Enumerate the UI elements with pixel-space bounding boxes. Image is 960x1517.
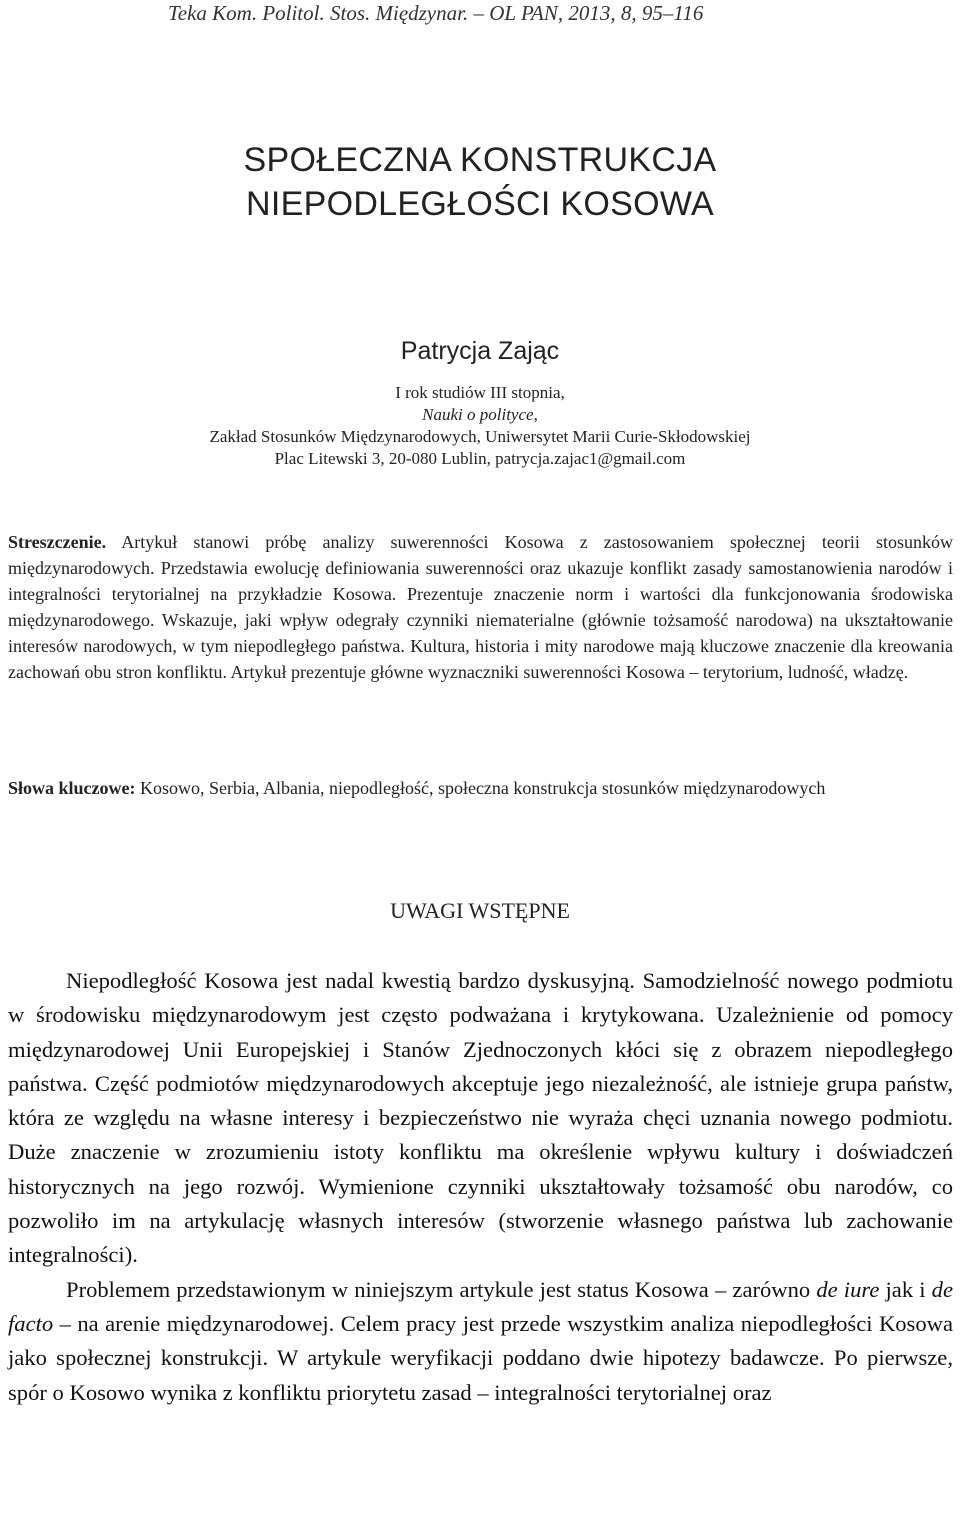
term-de-facto: de facto	[8, 1276, 953, 1336]
keywords-text: Kosowo, Serbia, Albania, niepodległość, społeczna konstrukcja stosunków międzynarodowych	[135, 778, 826, 798]
title-line-1: SPOŁECZNA KONSTRUKCJA	[243, 141, 717, 179]
article-body	[8, 964, 953, 1410]
paragraph-2-part-b: jak i	[879, 1276, 932, 1302]
paragraph-2-part-a: Problemem przedstawionym w niniejszym artykule jest status Kosowa – zarówno	[66, 1276, 817, 1302]
affiliation-line-1	[0, 382, 960, 426]
term-de-iure: de iure	[816, 1276, 880, 1302]
journal-header	[168, 0, 703, 26]
affiliation-degree: I rok studiów III stopnia,	[395, 383, 565, 402]
affiliation-field: Nauki o polityce,	[422, 405, 538, 424]
journal-citation: Teka Kom. Politol. Stos. Międzynar. – OL PAN, 2013, 8, 95–116	[168, 1, 704, 25]
body-paragraph-1: Niepodległość Kosowa jest nadal kwestią bardzo dyskusyjną. Samodzielność nowego podmiotu w środowisku międzynarodowym jest często podważana i krytykowana. Uzależnienie od pomocy międzynarodowej Unii Europejskiej i Stanów Zjednoczonych kłóci się z obrazem niepodległego państwa. Część podmiotów międzynarodowych akceptuje jego niezależność, ale istnieje grupa państw, która ze względu na własne interesy i bezpieczeństwo nie wyraża chęci uznania nowego podmiotu. Duże znaczenie w zrozumieniu istoty konfliktu ma określenie wpływu kultury i doświadczeń historycznych na jego rozwój. Wymienione czynniki ukształtowały tożsamość obu narodów, co pozwoliło im na artykulację własnych interesów (stworzenie własnego państwa lub zachowanie integralności).	[8, 968, 953, 1268]
abstract-label: Streszczenie.	[8, 532, 107, 552]
title-line-2: NIEPODLEGŁOŚCI KOSOWA	[246, 185, 714, 223]
body-paragraph-2	[8, 1273, 953, 1410]
affiliation-line-2: Zakład Stosunków Międzynarodowych, Uniwersytet Marii Curie-Skłodowskiej	[209, 427, 751, 446]
author-name: Patrycja Zając	[400, 337, 560, 365]
author-affiliation	[0, 382, 960, 470]
paragraph-2-part-c: – na arenie międzynarodowej. Celem pracy jest przede wszystkim analiza niepodległości Kosowa jako społecznej konstrukcji. W artykule weryfikacji poddano dwie hipotezy badawcze. Po pierwsze, spór o Kosowo wynika z konfliktu priorytetu zasad – integralności terytorialnej oraz	[8, 1310, 953, 1405]
keywords-label: Słowa kluczowe:	[8, 778, 136, 798]
abstract-text: Artykuł stanowi próbę analizy suwerenności Kosowa z zastosowaniem społecznej teorii stosunków międzynarodowych. Przedstawia ewolucję definiowania suwerenności oraz ukazuje konflikt zasady samostanowienia narodów i integralności terytorialnej na przykładzie Kosowa. Prezentuje znaczenie norm i wartości dla funkcjonowania środowiska międzynarodowego. Wskazuje, jaki wpływ odegrały czynniki niematerialne (głównie tożsamość narodowa) na ukształtowanie interesów narodowych, w tym niepodległego państwa. Kultura, historia i mity narodowe mają kluczowe znaczenie dla kreowania zachowań obu stron konfliktu. Artykuł prezentuje główne wyznaczniki suwerenności Kosowa – terytorium, ludność, władzę.	[8, 532, 953, 682]
affiliation-line-3: Plac Litewski 3, 20-080 Lublin, patrycja.zajac1@gmail.com	[274, 449, 686, 468]
abstract	[8, 529, 953, 685]
keywords	[8, 775, 953, 801]
section-heading: UWAGI WSTĘPNE	[390, 898, 570, 923]
article-title	[0, 138, 960, 226]
